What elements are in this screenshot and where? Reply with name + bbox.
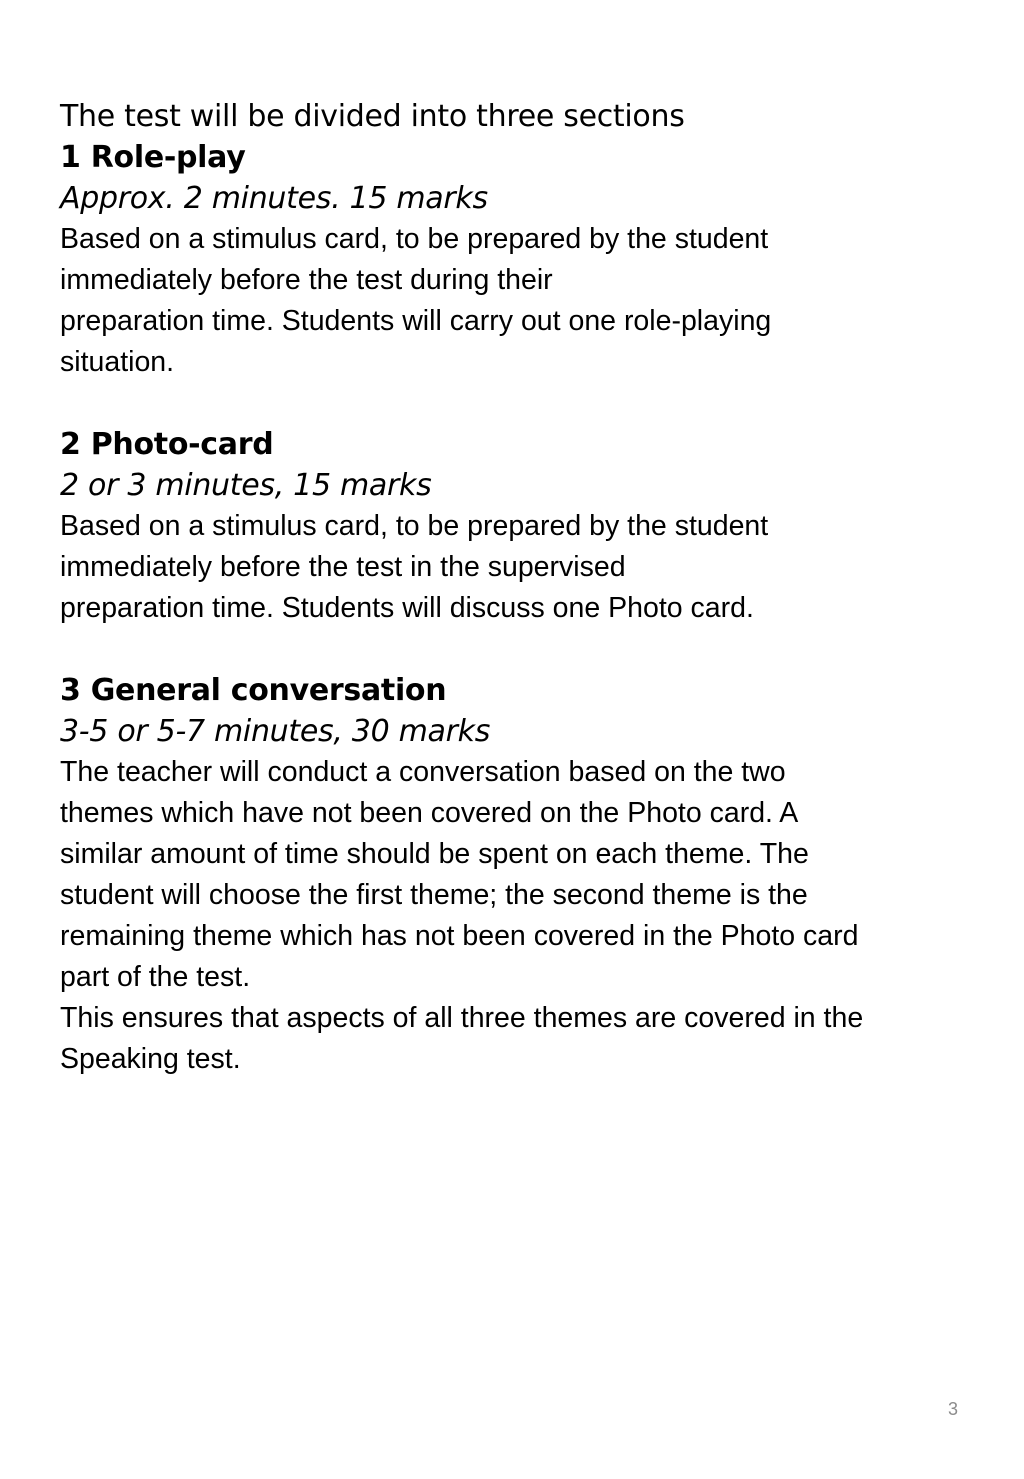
section-body-line: part of the test. (60, 961, 251, 993)
section-body-line: remaining theme which has not been covered in the Photo card (60, 920, 859, 952)
section-role-play (60, 137, 960, 383)
section-body-line: preparation time. Students will carry out one role-playing (60, 305, 772, 337)
section-body-line: Based on a stimulus card, to be prepared by the student (60, 510, 769, 542)
intro-text: The test will be divided into three sections (60, 99, 685, 134)
section-duration-marks: 3-5 or 5-7 minutes, 30 marks (60, 714, 491, 749)
section-body-line: Speaking test. (60, 1043, 241, 1075)
section-heading: 1 Role-play (60, 140, 246, 175)
document-page (60, 96, 960, 1080)
section-heading: 3 General conversation (60, 673, 447, 708)
section-spacer (60, 629, 960, 670)
section-heading: 2 Photo-card (60, 427, 274, 462)
section-body-line: The teacher will conduct a conversation based on the two (60, 756, 786, 788)
section-body-line: situation. (60, 346, 175, 378)
section-duration-marks: Approx. 2 minutes. 15 marks (60, 181, 488, 216)
section-photo-card (60, 424, 960, 629)
section-body-line: This ensures that aspects of all three themes are covered in the (60, 1002, 864, 1034)
section-duration-marks: 2 or 3 minutes, 15 marks (60, 468, 432, 503)
section-body-line: immediately before the test in the supervised (60, 551, 626, 583)
section-body-line: similar amount of time should be spent on each theme. The (60, 838, 809, 870)
page-number: 3 (947, 1399, 958, 1419)
section-body-line: themes which have not been covered on the Photo card. A (60, 797, 799, 829)
section-body-line: Based on a stimulus card, to be prepared by the student (60, 223, 769, 255)
section-body-line: immediately before the test during their (60, 264, 553, 296)
section-body-line: student will choose the first theme; the second theme is the (60, 879, 808, 911)
section-body-line: preparation time. Students will discuss one Photo card. (60, 592, 754, 624)
section-spacer (60, 383, 960, 424)
section-general-conversation (60, 670, 960, 1080)
